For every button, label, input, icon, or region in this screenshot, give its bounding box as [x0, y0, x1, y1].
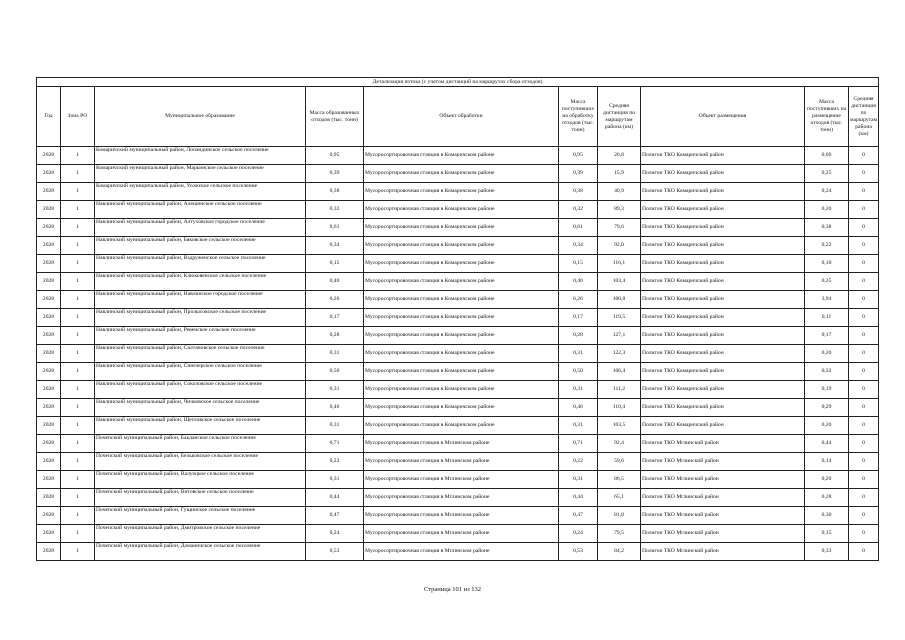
generated-mass-cell: 0,46 [306, 399, 364, 417]
disposal-object-cell: Полигон ТКО Мглинский район [641, 525, 805, 543]
table-row [37, 147, 879, 165]
header-processing-object: Объект обработки [364, 87, 559, 147]
year-cell: 2028 [37, 345, 61, 363]
processing-mass-cell: 0,31 [559, 417, 598, 435]
header-disposal-object: Объект размещения [641, 87, 805, 147]
processing-mass-cell: 0,32 [559, 201, 598, 219]
zone-cell: 1 [61, 417, 95, 435]
disposal-distance-cell: 0 [849, 183, 879, 201]
generated-mass-cell: 0,31 [306, 417, 364, 435]
disposal-object-cell: Полигон ТКО Комаричский район [641, 309, 805, 327]
disposal-object-cell: Полигон ТКО Мглинский район [641, 435, 805, 453]
processing-object-cell: Мусоросортировочная станция в Комаричском районе [364, 273, 559, 291]
processing-distance-cell: 119,5 [598, 309, 641, 327]
disposal-mass-cell: 0,20 [805, 201, 849, 219]
generated-mass-cell: 6,26 [306, 291, 364, 309]
disposal-mass-cell: 0,30 [805, 507, 849, 525]
year-cell: 2028 [37, 507, 61, 525]
disposal-distance-cell: 0 [849, 399, 879, 417]
processing-distance-cell: 100,0 [598, 291, 641, 309]
disposal-mass-cell: 0,15 [805, 525, 849, 543]
disposal-object-cell: Полигон ТКО Мглинский район [641, 543, 805, 561]
zone-cell: 1 [61, 327, 95, 345]
generated-mass-cell: 0,17 [306, 309, 364, 327]
year-cell: 2028 [37, 435, 61, 453]
generated-mass-cell: 0,95 [306, 147, 364, 165]
generated-mass-cell: 0,31 [306, 381, 364, 399]
table-row [37, 255, 879, 273]
municipality-cell: Навлинский муниципальный район, Щегловское сельское поселение [95, 417, 306, 435]
disposal-mass-cell: 3,94 [805, 291, 849, 309]
disposal-distance-cell: 0 [849, 471, 879, 489]
generated-mass-cell: 0,22 [306, 453, 364, 471]
processing-object-cell: Мусоросортировочная станция в Комаричском районе [364, 399, 559, 417]
disposal-mass-cell: 0,25 [805, 165, 849, 183]
generated-mass-cell: 0,31 [306, 345, 364, 363]
municipality-cell: Навлинский муниципальный район, Пролысовское сельское поселение [95, 309, 306, 327]
year-cell: 2028 [37, 309, 61, 327]
processing-mass-cell: 0,95 [559, 147, 598, 165]
disposal-object-cell: Полигон ТКО Комаричский район [641, 237, 805, 255]
municipality-cell: Навлинский муниципальный район, Ревенское сельское поселение [95, 327, 306, 345]
disposal-mass-cell: 0,25 [805, 273, 849, 291]
header-municipality: Муниципальное образование [95, 87, 306, 147]
disposal-mass-cell: 0,19 [805, 381, 849, 399]
municipality-cell: Навлинский муниципальный район, Вздруженское сельское поселение [95, 255, 306, 273]
table-row [37, 471, 879, 489]
table-row [37, 489, 879, 507]
generated-mass-cell: 0,71 [306, 435, 364, 453]
processing-object-cell: Мусоросортировочная станция в Комаричском районе [364, 201, 559, 219]
processing-object-cell: Мусоросортировочная станция в Комаричском районе [364, 147, 559, 165]
year-cell: 2028 [37, 165, 61, 183]
table-row [37, 291, 879, 309]
processing-distance-cell: 111,2 [598, 381, 641, 399]
zone-cell: 1 [61, 489, 95, 507]
generated-mass-cell: 0,44 [306, 489, 364, 507]
processing-object-cell: Мусоросортировочная станция в Мглинском районе [364, 453, 559, 471]
processing-mass-cell: 0,17 [559, 309, 598, 327]
table-row [37, 381, 879, 399]
disposal-distance-cell: 0 [849, 381, 879, 399]
table-row [37, 435, 879, 453]
processing-object-cell: Мусоросортировочная станция в Комаричском районе [364, 309, 559, 327]
processing-mass-cell: 0,61 [559, 219, 598, 237]
processing-distance-cell: 65,1 [598, 489, 641, 507]
municipality-cell: Комаричский муниципальный район, Марьинское сельское поселение [95, 165, 306, 183]
processing-mass-cell: 0,53 [559, 543, 598, 561]
processing-mass-cell: 0,22 [559, 453, 598, 471]
processing-object-cell: Мусоросортировочная станция в Мглинском районе [364, 489, 559, 507]
header-processing-mass: Масса поступивших на обработку отходов (тыс. тонн) [559, 87, 598, 147]
zone-cell: 1 [61, 237, 95, 255]
disposal-object-cell: Полигон ТКО Комаричский район [641, 291, 805, 309]
table-body [37, 147, 879, 561]
municipality-cell: Навлинский муниципальный район, Соколовское сельское поселение [95, 381, 306, 399]
processing-distance-cell: 89,3 [598, 201, 641, 219]
municipality-cell: Почепский муниципальный район, Валуецкое сельское поселение [95, 471, 306, 489]
table-row [37, 183, 879, 201]
header-year: Год [37, 87, 61, 147]
table-caption: Детализация потока (с учетом дистанций на маршрутах сбора отходов) [37, 78, 879, 87]
disposal-mass-cell: 0,22 [805, 237, 849, 255]
page-number: Страница 101 из 132 [423, 586, 482, 593]
disposal-mass-cell: 0,11 [805, 309, 849, 327]
header-zone: Зона РО [61, 87, 95, 147]
table-row [37, 399, 879, 417]
processing-distance-cell: 110,4 [598, 399, 641, 417]
year-cell: 2028 [37, 363, 61, 381]
processing-mass-cell: 0,31 [559, 345, 598, 363]
disposal-distance-cell: 0 [849, 165, 879, 183]
processing-distance-cell: 59,6 [598, 453, 641, 471]
disposal-object-cell: Полигон ТКО Комаричский район [641, 255, 805, 273]
disposal-mass-cell: 0,20 [805, 471, 849, 489]
disposal-object-cell: Полигон ТКО Комаричский район [641, 399, 805, 417]
municipality-cell: Навлинский муниципальный район, Бяковское сельское поселение [95, 237, 306, 255]
disposal-mass-cell: 0,24 [805, 183, 849, 201]
year-cell: 2028 [37, 399, 61, 417]
processing-object-cell: Мусоросортировочная станция в Мглинском районе [364, 525, 559, 543]
table-row [37, 327, 879, 345]
year-cell: 2028 [37, 237, 61, 255]
disposal-object-cell: Полигон ТКО Комаричский район [641, 219, 805, 237]
municipality-cell: Комаричский муниципальный район, Усожское сельское поселение [95, 183, 306, 201]
table-row [37, 453, 879, 471]
zone-cell: 1 [61, 255, 95, 273]
disposal-mass-cell: 0,38 [805, 219, 849, 237]
disposal-distance-cell: 0 [849, 543, 879, 561]
processing-mass-cell: 0,39 [559, 165, 598, 183]
year-cell: 2028 [37, 147, 61, 165]
disposal-distance-cell: 0 [849, 363, 879, 381]
processing-mass-cell: 0,31 [559, 471, 598, 489]
generated-mass-cell: 0,40 [306, 273, 364, 291]
disposal-object-cell: Полигон ТКО Комаричский район [641, 201, 805, 219]
processing-mass-cell: 0,47 [559, 507, 598, 525]
disposal-distance-cell: 0 [849, 435, 879, 453]
year-cell: 2028 [37, 417, 61, 435]
processing-object-cell: Мусоросортировочная станция в Мглинском районе [364, 507, 559, 525]
processing-mass-cell: 0,31 [559, 381, 598, 399]
processing-distance-cell: 79,6 [598, 219, 641, 237]
zone-cell: 1 [61, 309, 95, 327]
year-cell: 2028 [37, 543, 61, 561]
table-row [37, 309, 879, 327]
disposal-distance-cell: 0 [849, 507, 879, 525]
processing-distance-cell: 79,5 [598, 525, 641, 543]
disposal-mass-cell: 0,28 [805, 489, 849, 507]
disposal-object-cell: Полигон ТКО Комаричский район [641, 381, 805, 399]
header-generated-mass: Масса образованных отходов (тыс. тонн) [306, 87, 364, 147]
disposal-distance-cell: 0 [849, 201, 879, 219]
zone-cell: 1 [61, 363, 95, 381]
disposal-mass-cell: 0,44 [805, 435, 849, 453]
disposal-mass-cell: 0,29 [805, 399, 849, 417]
disposal-distance-cell: 0 [849, 147, 879, 165]
disposal-object-cell: Полигон ТКО Комаричский район [641, 147, 805, 165]
processing-distance-cell: 103,4 [598, 273, 641, 291]
municipality-cell: Навлинский муниципальный район, Клюковенское сельское поселение [95, 273, 306, 291]
table-row [37, 219, 879, 237]
processing-distance-cell: 92,0 [598, 237, 641, 255]
processing-mass-cell: 0,24 [559, 525, 598, 543]
processing-object-cell: Мусоросортировочная станция в Комаричском районе [364, 219, 559, 237]
generated-mass-cell: 0,38 [306, 183, 364, 201]
processing-object-cell: Мусоросортировочная станция в Комаричском районе [364, 255, 559, 273]
table-row [37, 525, 879, 543]
zone-cell: 1 [61, 471, 95, 489]
generated-mass-cell: 0,32 [306, 201, 364, 219]
disposal-mass-cell: 0,14 [805, 453, 849, 471]
generated-mass-cell: 0,15 [306, 255, 364, 273]
processing-mass-cell: 0,38 [559, 183, 598, 201]
processing-object-cell: Мусоросортировочная станция в Комаричском районе [364, 237, 559, 255]
zone-cell: 1 [61, 507, 95, 525]
year-cell: 2028 [37, 489, 61, 507]
processing-distance-cell: 127,1 [598, 327, 641, 345]
disposal-mass-cell: 0,33 [805, 543, 849, 561]
year-cell: 2028 [37, 273, 61, 291]
processing-object-cell: Мусоросортировочная станция в Комаричском районе [364, 183, 559, 201]
disposal-object-cell: Полигон ТКО Комаричский район [641, 417, 805, 435]
processing-object-cell: Мусоросортировочная станция в Комаричском районе [364, 291, 559, 309]
processing-distance-cell: 15,9 [598, 165, 641, 183]
disposal-distance-cell: 0 [849, 219, 879, 237]
processing-distance-cell: 26,8 [598, 147, 641, 165]
year-cell: 2028 [37, 201, 61, 219]
processing-distance-cell: 103,5 [598, 417, 641, 435]
table-row [37, 543, 879, 561]
year-cell: 2028 [37, 219, 61, 237]
municipality-cell: Почепский муниципальный район, Витовское сельское поселение [95, 489, 306, 507]
processing-object-cell: Мусоросортировочная станция в Мглинском районе [364, 471, 559, 489]
generated-mass-cell: 0,28 [306, 327, 364, 345]
year-cell: 2028 [37, 525, 61, 543]
processing-object-cell: Мусоросортировочная станция в Комаричском районе [364, 417, 559, 435]
year-cell: 2028 [37, 381, 61, 399]
disposal-distance-cell: 0 [849, 237, 879, 255]
processing-object-cell: Мусоросортировочная станция в Комаричском районе [364, 363, 559, 381]
processing-mass-cell: 0,46 [559, 399, 598, 417]
municipality-cell: Почепский муниципальный район, Бакланское сельское поселение [95, 435, 306, 453]
generated-mass-cell: 0,34 [306, 237, 364, 255]
year-cell: 2028 [37, 291, 61, 309]
generated-mass-cell: 0,39 [306, 165, 364, 183]
disposal-object-cell: Полигон ТКО Комаричский район [641, 273, 805, 291]
disposal-distance-cell: 0 [849, 417, 879, 435]
processing-distance-cell: 84,2 [598, 543, 641, 561]
table-row [37, 345, 879, 363]
header-disposal-distance: Средняя дистанция по маршрутам района (км) [849, 87, 879, 147]
year-cell: 2028 [37, 327, 61, 345]
disposal-mass-cell: 0,10 [805, 255, 849, 273]
table-row [37, 363, 879, 381]
disposal-distance-cell: 0 [849, 345, 879, 363]
processing-mass-cell: 0,28 [559, 327, 598, 345]
table-row [37, 417, 879, 435]
zone-cell: 1 [61, 381, 95, 399]
year-cell: 2028 [37, 471, 61, 489]
disposal-distance-cell: 0 [849, 291, 879, 309]
generated-mass-cell: 0,31 [306, 471, 364, 489]
processing-distance-cell: 86,5 [598, 471, 641, 489]
municipality-cell: Почепский муниципальный район, Бельковское сельское поселение [95, 453, 306, 471]
table-row [37, 237, 879, 255]
zone-cell: 1 [61, 525, 95, 543]
processing-mass-cell: 6,26 [559, 291, 598, 309]
table-row [37, 507, 879, 525]
disposal-object-cell: Полигон ТКО Мглинский район [641, 507, 805, 525]
processing-object-cell: Мусоросортировочная станция в Мглинском районе [364, 435, 559, 453]
generated-mass-cell: 0,53 [306, 543, 364, 561]
generated-mass-cell: 0,61 [306, 219, 364, 237]
disposal-object-cell: Полигон ТКО Комаричский район [641, 345, 805, 363]
year-cell: 2028 [37, 255, 61, 273]
table-row [37, 165, 879, 183]
processing-mass-cell: 0,34 [559, 237, 598, 255]
zone-cell: 1 [61, 345, 95, 363]
municipality-cell: Почепский муниципальный район, Гущинское сельское поселение [95, 507, 306, 525]
zone-cell: 1 [61, 165, 95, 183]
disposal-distance-cell: 0 [849, 273, 879, 291]
processing-object-cell: Мусоросортировочная станция в Мглинском районе [364, 543, 559, 561]
municipality-cell: Комаричский муниципальный район, Лопандинское сельское поселение [95, 147, 306, 165]
zone-cell: 1 [61, 435, 95, 453]
municipality-cell: Почепский муниципальный район, Доманичское сельское поселение [95, 543, 306, 561]
processing-mass-cell: 0,71 [559, 435, 598, 453]
disposal-object-cell: Полигон ТКО Мглинский район [641, 489, 805, 507]
zone-cell: 1 [61, 543, 95, 561]
processing-mass-cell: 0,15 [559, 255, 598, 273]
table-row [37, 273, 879, 291]
processing-distance-cell: 122,3 [598, 345, 641, 363]
processing-distance-cell: 92,4 [598, 435, 641, 453]
disposal-mass-cell: 0,20 [805, 345, 849, 363]
processing-distance-cell: 106,4 [598, 363, 641, 381]
disposal-mass-cell: 0,60 [805, 147, 849, 165]
municipality-cell: Навлинский муниципальный район, Алтуховское городское поселение [95, 219, 306, 237]
zone-cell: 1 [61, 147, 95, 165]
zone-cell: 1 [61, 291, 95, 309]
table-row [37, 201, 879, 219]
header-disposal-mass: Масса поступивших на размещение отходов (тыс. тонн) [805, 87, 849, 147]
processing-distance-cell: 81,8 [598, 507, 641, 525]
processing-object-cell: Мусоросортировочная станция в Комаричском районе [364, 327, 559, 345]
processing-object-cell: Мусоросортировочная станция в Комаричском районе [364, 345, 559, 363]
processing-object-cell: Мусоросортировочная станция в Комаричском районе [364, 381, 559, 399]
disposal-distance-cell: 0 [849, 255, 879, 273]
processing-distance-cell: 116,1 [598, 255, 641, 273]
zone-cell: 1 [61, 219, 95, 237]
zone-cell: 1 [61, 399, 95, 417]
disposal-distance-cell: 0 [849, 489, 879, 507]
municipality-cell: Навлинский муниципальный район, Алешинское сельское поселение [95, 201, 306, 219]
year-cell: 2028 [37, 183, 61, 201]
processing-mass-cell: 0,44 [559, 489, 598, 507]
generated-mass-cell: 0,47 [306, 507, 364, 525]
processing-object-cell: Мусоросортировочная станция в Комаричском районе [364, 165, 559, 183]
disposal-object-cell: Полигон ТКО Комаричский район [641, 165, 805, 183]
zone-cell: 1 [61, 453, 95, 471]
disposal-object-cell: Полигон ТКО Комаричский район [641, 363, 805, 381]
processing-mass-cell: 0,50 [559, 363, 598, 381]
disposal-object-cell: Полигон ТКО Комаричский район [641, 183, 805, 201]
disposal-object-cell: Полигон ТКО Комаричский район [641, 327, 805, 345]
disposal-mass-cell: 0,17 [805, 327, 849, 345]
disposal-distance-cell: 0 [849, 327, 879, 345]
generated-mass-cell: 0,50 [306, 363, 364, 381]
disposal-object-cell: Полигон ТКО Мглинский район [641, 471, 805, 489]
disposal-distance-cell: 0 [849, 309, 879, 327]
disposal-distance-cell: 0 [849, 525, 879, 543]
generated-mass-cell: 0,24 [306, 525, 364, 543]
municipality-cell: Навлинский муниципальный район, Чичковское сельское поселение [95, 399, 306, 417]
processing-distance-cell: 40,9 [598, 183, 641, 201]
waste-flow-table [36, 77, 879, 561]
year-cell: 2028 [37, 453, 61, 471]
zone-cell: 1 [61, 273, 95, 291]
zone-cell: 1 [61, 183, 95, 201]
municipality-cell: Почепский муниципальный район, Дмитровское сельское поселение [95, 525, 306, 543]
municipality-cell: Навлинский муниципальный район, Салтановское сельское поселение [95, 345, 306, 363]
municipality-cell: Навлинский муниципальный район, Навлинское городское поселение [95, 291, 306, 309]
disposal-mass-cell: 0,20 [805, 417, 849, 435]
municipality-cell: Навлинский муниципальный район, Синезерское сельское поселение [95, 363, 306, 381]
disposal-mass-cell: 0,32 [805, 363, 849, 381]
disposal-object-cell: Полигон ТКО Мглинский район [641, 453, 805, 471]
disposal-distance-cell: 0 [849, 453, 879, 471]
zone-cell: 1 [61, 201, 95, 219]
processing-mass-cell: 0,40 [559, 273, 598, 291]
header-processing-distance: Средняя дистанция по маршрутам района (км) [598, 87, 641, 147]
